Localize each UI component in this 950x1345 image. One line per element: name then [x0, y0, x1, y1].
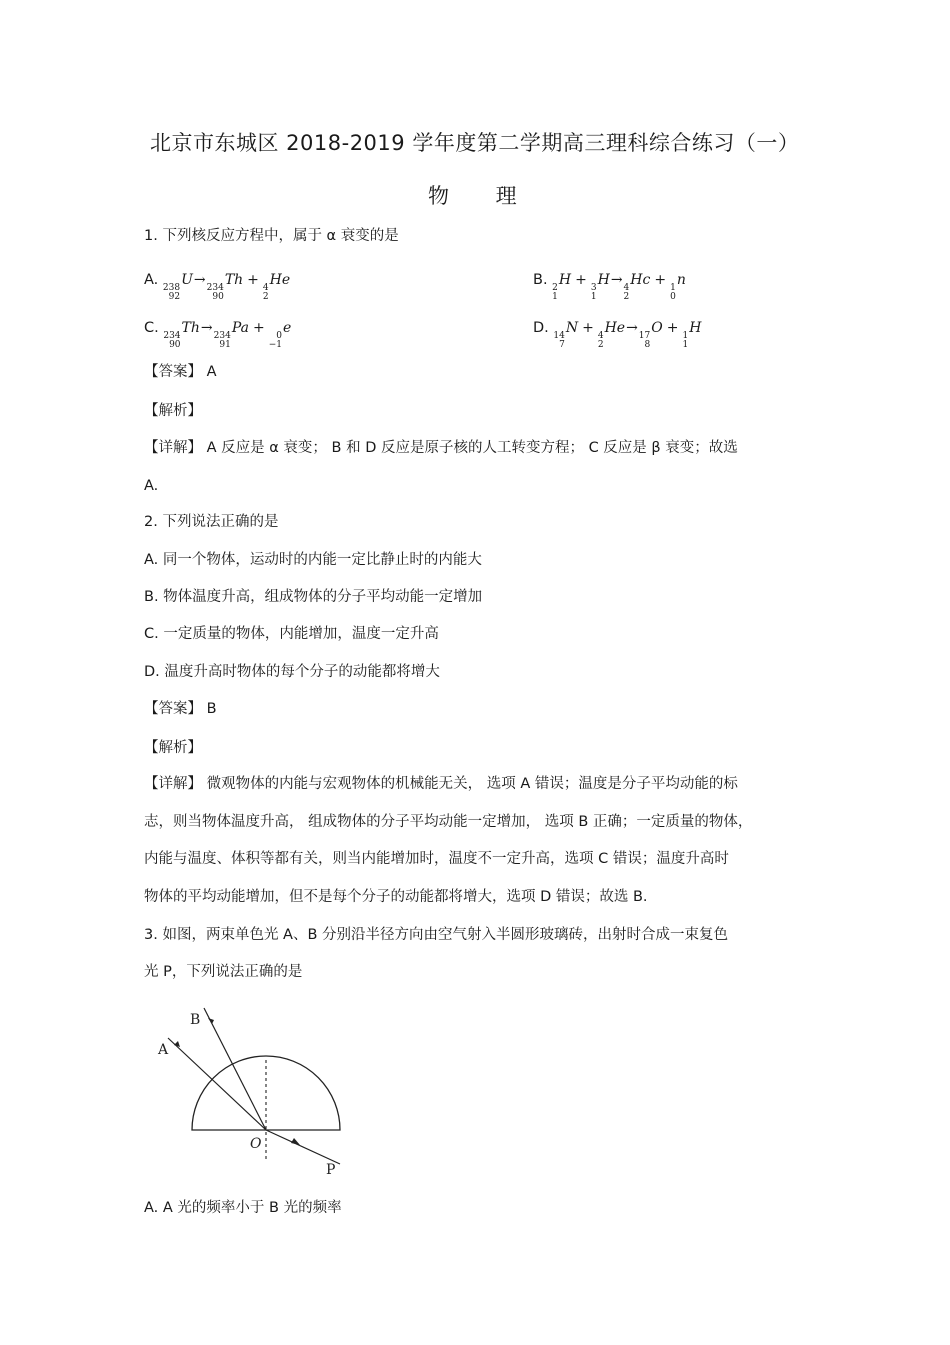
q2-option-d: D. 温度升高时物体的每个分子的动能都将增大: [144, 664, 440, 680]
q1-answer: 【答案】 A: [144, 364, 217, 380]
ray-b-arrow: [208, 1018, 214, 1024]
label-o: O: [250, 1136, 262, 1152]
q1-detail-line1: 【详解】 A 反应是 α 衰变； B 和 D 反应是原子核的人工转变方程； C 反应是 β 衰变；故选: [144, 440, 738, 456]
q2-stem: 2. 下列说法正确的是: [144, 514, 279, 530]
label-p: P: [326, 1162, 336, 1178]
q1-equation-b: 2 1 H + 3 1 H→ 4 2 Hc + 1 0 n: [552, 272, 686, 302]
q2-option-c: C. 一定质量的物体，内能增加，温度一定升高: [144, 626, 439, 642]
q1-option-b: B. 2 1 H + 3 1 H→ 4 2 Hc + 1 0 n: [533, 272, 686, 302]
q2-answer: 【答案】 B: [144, 701, 217, 717]
q1-stem: 1. 下列核反应方程中，属于 α 衰变的是: [144, 228, 399, 244]
q2-detail-line3: 内能与温度、体积等都有关，则当内能增加时，温度不一定升高，选项 C 错误；温度升高时: [144, 851, 729, 867]
q2-detail-line4: 物体的平均动能增加，但不是每个分子的动能都将增大，选项 D 错误；故选 B.: [144, 889, 648, 905]
q2-option-a: A. 同一个物体，运动时的内能一定比静止时的内能大: [144, 552, 482, 568]
q2-detail-line2: 志，则当物体温度升高， 组成物体的分子平均动能一定增加， 选项 B 正确；一定质量的物体，: [144, 814, 753, 830]
q1-option-c: C. 234 90 Th→ 234 91 Pa + 0 −1 e: [144, 320, 292, 350]
ray-a: [168, 1038, 266, 1130]
q3-stem-line1: 3. 如图，两束单色光 A、B 分别沿半径方向由空气射入半圆形玻璃砖，出射时合成一束复色: [144, 927, 729, 943]
q3-option-a: A. A 光的频率小于 B 光的频率: [144, 1200, 342, 1216]
subject-title: 物 理: [428, 184, 517, 208]
ray-p: [266, 1130, 340, 1164]
q1-equation-d: 14 7 N + 4 2 He→ 17 8 O + 1 1 H: [553, 320, 702, 350]
q1-analysis-heading: 【解析】: [144, 403, 202, 419]
q1-option-a: A. 238 92 U→ 234 90 Th + 4 2 He: [144, 272, 291, 302]
page-title: 北京市东城区 2018-2019 学年度第二学期高三理科综合练习（一）: [150, 131, 800, 155]
q2-detail-line1: 【详解】 微观物体的内能与宏观物体的机械能无关， 选项 A 错误；温度是分子平均动能的标: [144, 776, 738, 792]
label-b: B: [190, 1012, 201, 1028]
q1-detail-line2: A.: [144, 478, 159, 494]
ray-b: [204, 1008, 266, 1130]
q2-analysis-heading: 【解析】: [144, 740, 202, 756]
ray-p-arrow: [291, 1138, 300, 1145]
q1-equation-a: 238 92 U→ 234 90 Th + 4 2 He: [162, 272, 291, 302]
q2-option-b: B. 物体温度升高，组成物体的分子平均动能一定增加: [144, 589, 483, 605]
q1-option-d: D. 14 7 N + 4 2 He→ 17 8 O + 1 1 H: [533, 320, 702, 350]
q3-stem-line2: 光 P，下列说法正确的是: [144, 964, 303, 980]
q1-equation-c: 234 90 Th→ 234 91 Pa + 0 −1 e: [163, 320, 292, 350]
label-a: A: [158, 1042, 169, 1058]
q3-refraction-figure: [150, 1000, 360, 1185]
